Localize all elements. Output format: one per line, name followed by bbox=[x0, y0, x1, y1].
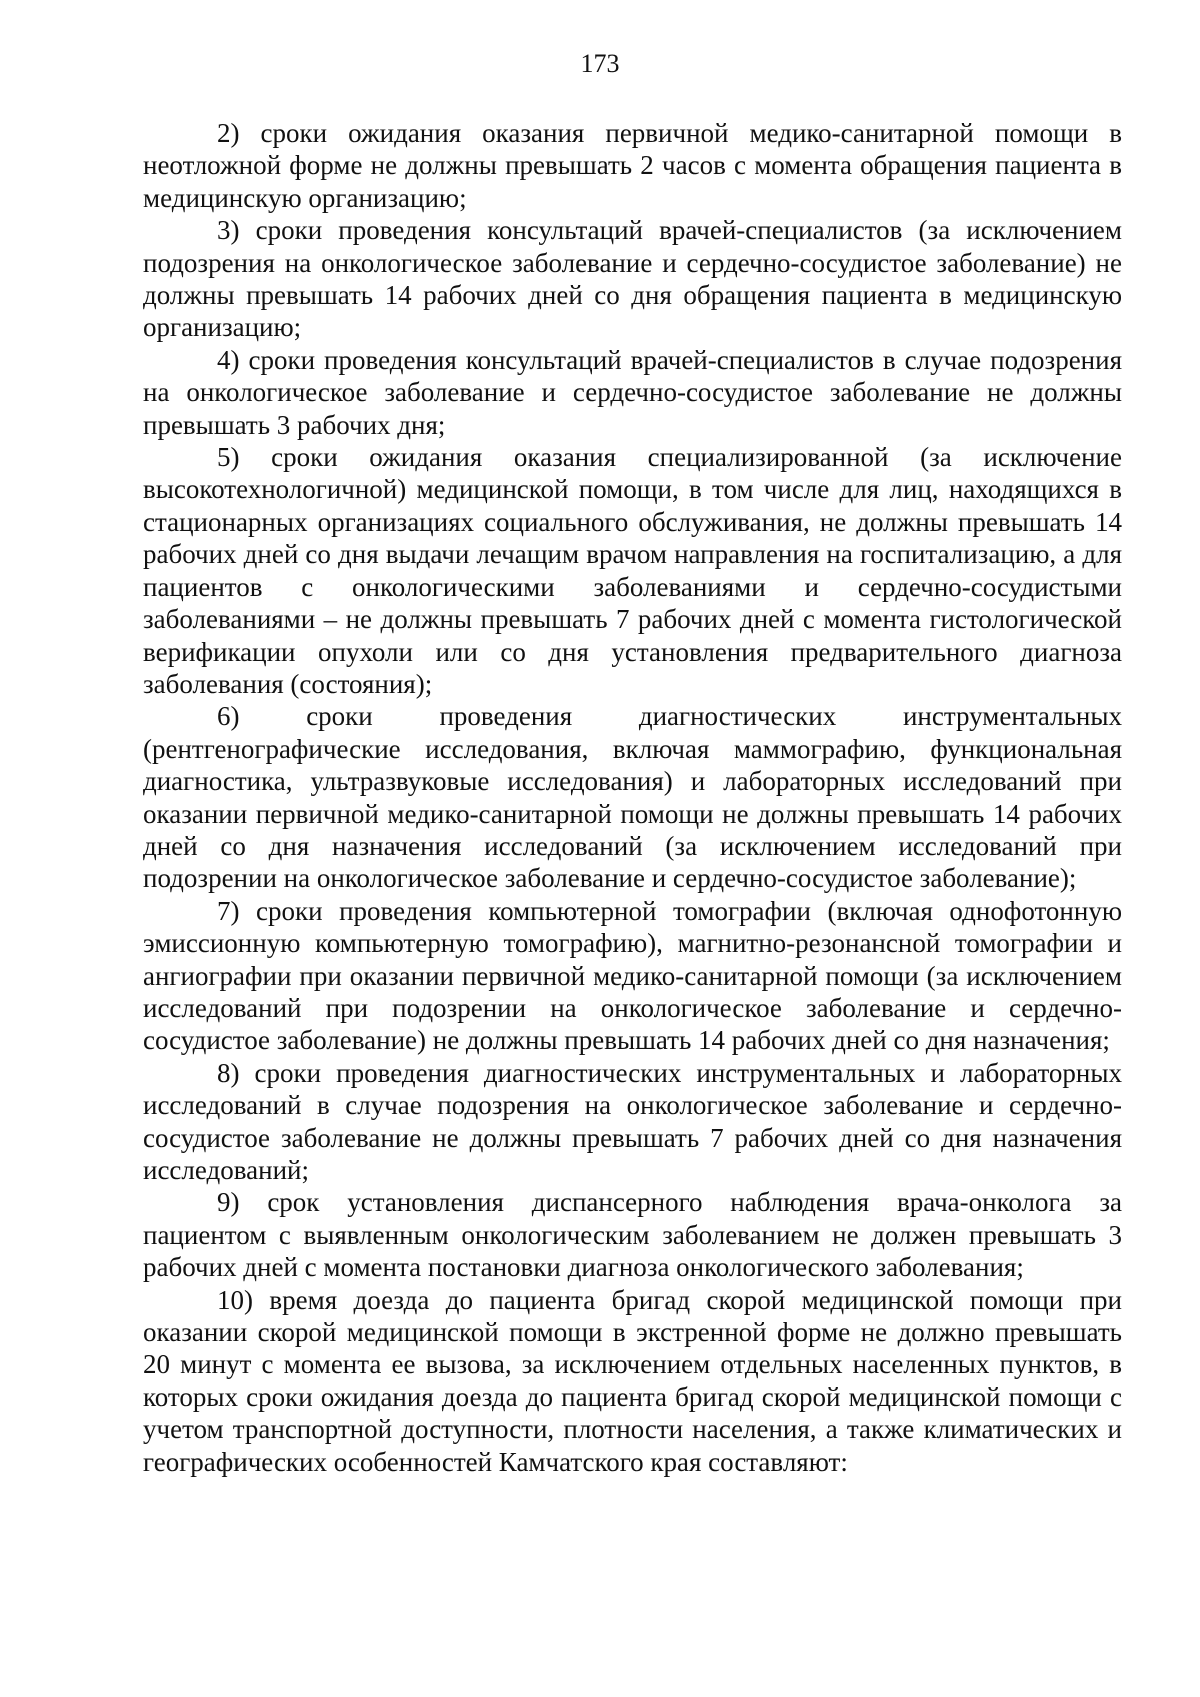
paragraph-item-8: 8) сроки проведения диагностических инструментальных и лабораторных исследований в случае подозрения на онкологическое заболевание и сердечно-сосудистое заболевание не должны превышать 7 рабочих дней со дня назначения исследований; bbox=[143, 1057, 1122, 1185]
paragraph-item-6: 6) сроки проведения диагностических инструментальных (рентгенографические исследования, включая маммографию, функциональная диагностика, ультразвуковые исследования) и лабораторных исследований при оказании первичной медико-санитарной помощи не должны превышать 14 рабочих дней со дня назначения исследований (за исключением исследований при подозрении на онкологическое заболевание и сердечно-сосудистое заболевание); bbox=[143, 701, 1122, 894]
page-number: 173 bbox=[580, 49, 620, 78]
paragraph-item-9: 9) срок установления диспансерного наблюдения врача-онколога за пациентом с выявленным онкологическим заболеванием не должен превышать 3 рабочих дней с момента постановки диагноза онкологического заболевания; bbox=[143, 1187, 1122, 1283]
paragraph-item-7: 7) сроки проведения компьютерной томографии (включая однофотонную эмиссионную компьютерную томографию), магнитно-резонансной томографии и ангиографии при оказании первичной медико-санитарной помощи (за исключением исследований при подозрении на онкологическое заболевание и сердечно-сосудистое заболевание) не должны превышать 14 рабочих дней со дня назначения; bbox=[143, 895, 1122, 1056]
paragraph-item-5: 5) сроки ожидания оказания специализированной (за исключение высокотехнологичной) медицинской помощи, в том числе для лиц, находящихся в стационарных организациях социального обслуживания, не должны превышать 14 рабочих дней со дня выдачи лечащим врачом направления на госпитализацию, а для пациентов с онкологическими заболеваниями и сердечно-сосудистыми заболеваниями – не должны превышать 7 рабочих дней с момента гистологической верификации опухоли или со дня установления предварительного диагноза заболевания (состояния); bbox=[143, 442, 1122, 699]
paragraph-item-3: 3) сроки проведения консультаций врачей-специалистов (за исключением подозрения на онкологическое заболевание и сердечно-сосудистое заболевание) не должны превышать 14 рабочих дней со дня обращения пациента в медицинскую организацию; bbox=[143, 215, 1122, 343]
paragraph-item-2: 2) сроки ожидания оказания первичной медико-санитарной помощи в неотложной форме не должны превышать 2 часов с момента обращения пациента в медицинскую организацию; bbox=[143, 118, 1122, 213]
paragraph-item-4: 4) сроки проведения консультаций врачей-специалистов в случае подозрения на онкологическое заболевание и сердечно-сосудистое заболевание не должны превышать 3 рабочих дня; bbox=[143, 344, 1122, 440]
paragraph-item-10: 10) время доезда до пациента бригад скорой медицинской помощи при оказании скорой медицинской помощи в экстренной форме не должно превышать 20 минут с момента ее вызова, за исключением отдельных населенных пунктов, в которых сроки ожидания доезда до пациента бригад скорой медицинской помощи с учетом транспортной доступности, плотности населения, а также климатических и географических особенностей Камчатского края составляют: bbox=[143, 1284, 1122, 1477]
document-body bbox=[143, 117, 1122, 1478]
